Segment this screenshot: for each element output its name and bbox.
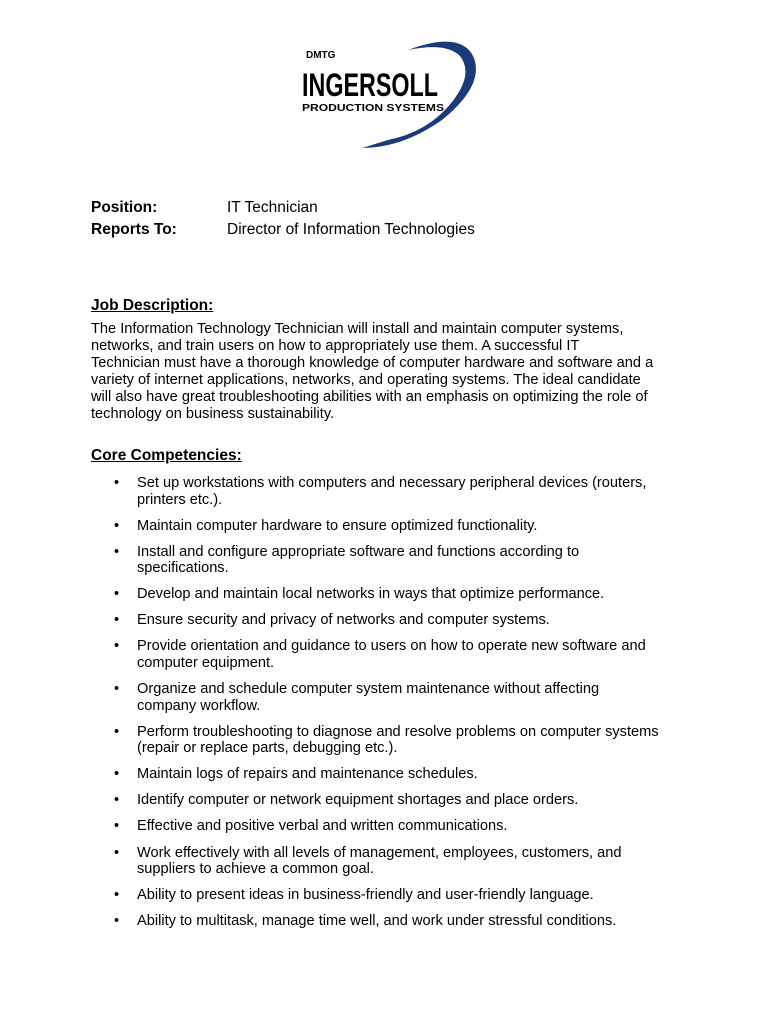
competency-item [91, 612, 691, 629]
competency-item [91, 887, 691, 904]
job-description-text [91, 321, 691, 423]
competency-line: suppliers to achieve a common goal. [137, 861, 374, 878]
core-competencies-heading: Core Competencies: [91, 447, 242, 464]
competency-line: Perform troubleshooting to diagnose and resolve problems on computer systems [137, 723, 659, 740]
reports-to-value: Director of Information Technologies [227, 221, 475, 238]
competency-line: Install and configure appropriate software and functions according to [137, 543, 580, 560]
description-line: variety of internet applications, networks, and operating systems. The ideal candidate [91, 372, 641, 388]
description-line: will also have great troubleshooting abilities with an emphasis on optimizing the role of [91, 389, 648, 405]
bullet-icon: • [114, 681, 120, 698]
competency-item [91, 724, 691, 757]
competency-line: Work effectively with all levels of management, employees, customers, and [137, 844, 622, 861]
competency-line: Effective and positive verbal and written communications. [137, 818, 508, 835]
logo-top-text: DMTG [306, 50, 336, 61]
competency-item [91, 913, 691, 930]
competency-item [91, 475, 691, 508]
position-row [91, 197, 475, 219]
bullet-icon: • [114, 723, 120, 740]
competency-line: computer equipment. [137, 654, 275, 671]
bullet-icon: • [114, 913, 120, 930]
competency-line: printers etc.). [137, 491, 223, 508]
bullet-icon: • [114, 638, 120, 655]
logo-main-text: INGERSOLL [302, 67, 438, 103]
competency-line: Set up workstations with computers and necessary peripheral devices (routers, [137, 475, 647, 491]
competency-line: Organize and schedule computer system maintenance without affecting [137, 681, 600, 698]
competency-item [91, 766, 691, 783]
logo-sub-text: PRODUCTION SYSTEMS [302, 103, 445, 114]
competency-line: Develop and maintain local networks in ways that optimize performance. [137, 586, 605, 603]
description-line: technology on business sustainability. [91, 406, 335, 422]
competency-item [91, 586, 691, 603]
position-label: Position: [91, 199, 158, 216]
competency-line: (repair or replace parts, debugging etc.). [137, 740, 398, 757]
reports-to-label: Reports To: [91, 221, 177, 238]
bullet-icon: • [114, 766, 120, 783]
competency-item [91, 681, 691, 714]
description-line: The Information Technology Technician will install and maintain computer systems, [91, 321, 624, 337]
competency-item [91, 518, 691, 535]
competency-line: Ability to multitask, manage time well, and work under stressful conditions. [137, 913, 617, 930]
competency-line: specifications. [137, 560, 229, 577]
competency-item [91, 792, 691, 809]
bullet-icon: • [114, 887, 120, 904]
competency-item [91, 818, 691, 835]
competency-item [91, 544, 691, 577]
competency-item [91, 638, 691, 671]
position-fields [91, 197, 475, 241]
competency-line: Maintain logs of repairs and maintenance schedules. [137, 766, 478, 783]
competency-line: Provide orientation and guidance to users on how to operate new software and [137, 638, 646, 655]
competency-line: Ability to present ideas in business-friendly and user-friendly language. [137, 887, 594, 904]
competency-item [91, 845, 691, 878]
bullet-icon: • [114, 818, 120, 835]
description-line: Technician must have a thorough knowledge of computer hardware and software and a [91, 355, 654, 371]
bullet-icon: • [114, 612, 120, 629]
bullet-icon: • [114, 543, 120, 560]
bullet-icon: • [114, 475, 120, 491]
bullet-icon: • [114, 792, 120, 809]
competency-line: Maintain computer hardware to ensure optimized functionality. [137, 517, 538, 534]
competency-line: company workflow. [137, 697, 261, 714]
job-description-heading: Job Description: [91, 297, 214, 314]
ingersoll-logo [292, 36, 478, 148]
description-line: networks, and train users on how to appropriately use them. A successful IT [91, 338, 580, 354]
bullet-icon: • [114, 586, 120, 603]
position-value: IT Technician [227, 199, 318, 216]
bullet-icon: • [114, 517, 120, 534]
bullet-icon: • [114, 844, 120, 861]
competency-line: Identify computer or network equipment shortages and place orders. [137, 792, 579, 809]
reports-to-row [91, 219, 475, 241]
competency-line: Ensure security and privacy of networks and computer systems. [137, 612, 550, 629]
competencies-list [91, 475, 691, 939]
